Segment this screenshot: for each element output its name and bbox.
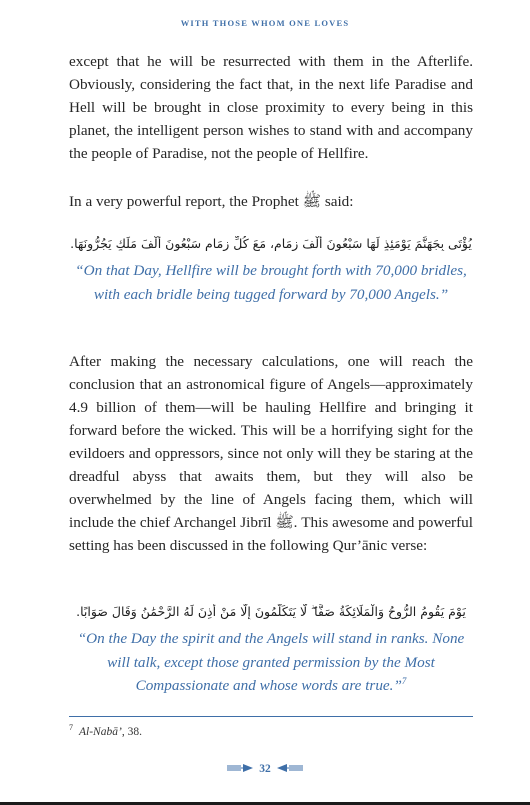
hadith-translation: “On that Day, Hellfire will be brought forth with 70,000 bridles, with each bridle being tugged forward by 70,000 Angels.” — [75, 262, 467, 303]
footnote-reference[interactable]: 7 — [401, 675, 407, 686]
paragraph-angels-calculation: After making the necessary calculations, one will reach the conclusion that an astronomical figure of Angels—approximately 4.9 billion of them—will be hauling Hellfire and bringing it forward before the wicked. This will be a horrifying sight for the evildoers and oppressors, since not only will they be staring at the dreadful abyss that awaits them, but they will also be overwhelmed by the line of Angels facing them, which will include the chief Archangel Jibrīl ﷺ. This awesome and powerful setting has been discussed in the following Qur’ānic verse: — [69, 353, 473, 554]
footnote-divider — [69, 716, 473, 717]
paragraph-afterlife: except that he will be resurrected with them in the Afterlife. Obviously, considering the fact that, in the next life Paradise and Hell will be brought in close proximity to every being in this planet, the intelligent person wishes to stand with and accompany the people of Paradise, not the people of Hellfire. — [69, 53, 473, 162]
hadith-arabic-text: يُؤْتَى بِجَهَنَّمَ يَوْمَئِذٍ لَهَا سَبْعُونَ أَلْفَ زِمَامٍ، مَعَ كُلِّ زِمَامٍ سَبْعُونَ أَلْفَ مَلَكٍ يَجُرُّونَهَا. — [70, 236, 472, 251]
left-arrow-icon — [277, 763, 303, 775]
verse-translation-text: “On the Day the spirit and the Angels will stand in ranks. None will talk, except those granted permission by the Most Compassionate and whose words are true.” — [77, 630, 465, 694]
footnote-number: 7 — [69, 723, 73, 732]
verse-translation — [69, 627, 473, 698]
running-header: WITH THOSE WHOM ONE LOVES — [180, 18, 350, 28]
footnote-detail: , 38. — [121, 725, 142, 738]
verse-arabic-text: يَوْمَ يَقُومُ الرُّوحُ وَالْمَلَائِكَةُ صَفًّا ۖ لَّا يَتَكَلَّمُونَ إِلَّا مَنْ أَذِنَ لَهُ الرَّحْمَٰنُ وَقَالَ صَوَابًا. — [76, 604, 466, 619]
right-arrow-icon — [227, 763, 253, 775]
page-number: 32 — [259, 763, 271, 775]
paragraph-report-intro: In a very powerful report, the Prophet ﷺ said: — [69, 193, 354, 210]
footnote-source: Al-Nabā’ — [79, 725, 122, 738]
page-footer — [0, 763, 530, 775]
footnote — [69, 723, 142, 738]
